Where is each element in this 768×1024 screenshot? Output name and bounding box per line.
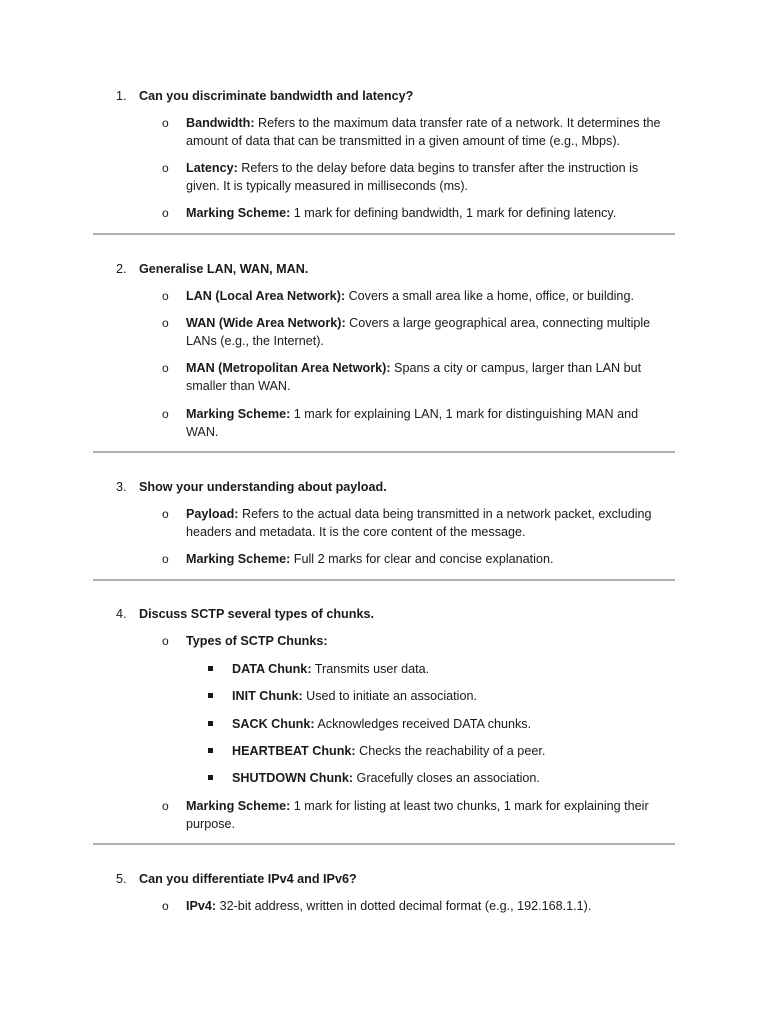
sub-list-item <box>208 742 668 760</box>
question-number: 1. <box>116 89 127 103</box>
square-bullet <box>208 775 213 780</box>
item-label: Bandwidth: <box>186 116 255 130</box>
item-label: Marking Scheme: <box>186 407 291 421</box>
item-label: HEARTBEAT Chunk: <box>232 744 356 758</box>
item-text: Refers to the maximum data transfer rate of a network. It determines the amount of data that can be transmitted in a given amount of time (e.g., Mbps). <box>186 116 661 148</box>
question-5-heading <box>116 870 357 888</box>
sub-list-item <box>208 769 668 787</box>
question-title: Can you differentiate IPv4 and IPv6? <box>139 872 357 886</box>
item-text: 1 mark for listing at least two chunks, 1 mark for explaining their purpose. <box>186 799 649 831</box>
question-3-heading <box>116 478 387 496</box>
square-bullet <box>208 748 213 753</box>
item-text: Covers a large geographical area, connecting multiple LANs (e.g., the Internet). <box>186 316 651 348</box>
item-label: Marking Scheme: <box>186 799 291 813</box>
square-bullet <box>208 693 213 698</box>
item-label: SHUTDOWN Chunk: <box>232 771 354 785</box>
section-divider <box>93 843 675 845</box>
bullet-marker: o <box>162 799 169 813</box>
question-4-heading <box>116 605 374 623</box>
bullet-marker: o <box>162 361 169 375</box>
item-text: Transmits user data. <box>311 662 430 676</box>
list-item <box>162 505 662 541</box>
question-number: 3. <box>116 480 127 494</box>
list-item <box>162 114 662 150</box>
item-text: Used to initiate an association. <box>302 689 477 703</box>
list-item <box>162 159 662 195</box>
item-label: Latency: <box>186 161 238 175</box>
list-item <box>162 897 662 915</box>
list-item <box>162 314 662 350</box>
item-text: Spans a city or campus, larger than LAN but smaller than WAN. <box>186 361 642 393</box>
section-divider <box>93 451 675 453</box>
item-text: Full 2 marks for clear and concise explanation. <box>290 552 554 566</box>
question-title: Discuss SCTP several types of chunks. <box>139 607 374 621</box>
list-item <box>162 204 662 222</box>
bullet-marker: o <box>162 507 169 521</box>
bullet-marker: o <box>162 289 169 303</box>
item-label: Marking Scheme: <box>186 206 291 220</box>
item-label: DATA Chunk: <box>232 662 312 676</box>
question-2-heading <box>116 260 308 278</box>
item-text: 1 mark for defining bandwidth, 1 mark for defining latency. <box>290 206 617 220</box>
question-number: 2. <box>116 262 127 276</box>
sub-list-item <box>208 715 668 733</box>
question-1-heading <box>116 87 413 105</box>
item-label: Types of SCTP Chunks: <box>186 634 328 648</box>
square-bullet <box>208 666 213 671</box>
sub-list-item <box>208 660 668 678</box>
list-item <box>162 287 662 305</box>
item-label: INIT Chunk: <box>232 689 303 703</box>
sub-list-item <box>208 687 668 705</box>
section-divider <box>93 579 675 581</box>
item-text: Checks the reachability of a peer. <box>355 744 546 758</box>
bullet-marker: o <box>162 634 169 648</box>
question-number: 4. <box>116 607 127 621</box>
item-label: WAN (Wide Area Network): <box>186 316 346 330</box>
item-text: Refers to the actual data being transmitted in a network packet, excluding headers and metadata. It is the core content of the message. <box>186 507 652 539</box>
list-item <box>162 550 662 568</box>
bullet-marker: o <box>162 206 169 220</box>
bullet-marker: o <box>162 161 169 175</box>
item-text: 1 mark for explaining LAN, 1 mark for distinguishing MAN and WAN. <box>186 407 639 439</box>
item-label: Payload: <box>186 507 239 521</box>
item-label: LAN (Local Area Network): <box>186 289 346 303</box>
question-title: Can you discriminate bandwidth and latency? <box>139 89 414 103</box>
item-label: MAN (Metropolitan Area Network): <box>186 361 391 375</box>
bullet-marker: o <box>162 407 169 421</box>
square-bullet <box>208 721 213 726</box>
item-text: Covers a small area like a home, office, or building. <box>345 289 634 303</box>
bullet-marker: o <box>162 899 169 913</box>
question-title: Show your understanding about payload. <box>139 480 387 494</box>
item-text: 32-bit address, written in dotted decimal format (e.g., 192.168.1.1). <box>216 899 592 913</box>
item-label: IPv4: <box>186 899 217 913</box>
item-text: Gracefully closes an association. <box>353 771 540 785</box>
item-label: SACK Chunk: <box>232 717 315 731</box>
bullet-marker: o <box>162 552 169 566</box>
section-divider <box>93 233 675 235</box>
question-number: 5. <box>116 872 127 886</box>
bullet-marker: o <box>162 316 169 330</box>
item-text: Refers to the delay before data begins to transfer after the instruction is given. It is typically measured in milliseconds (ms). <box>186 161 639 193</box>
list-item <box>162 797 662 833</box>
item-label: Marking Scheme: <box>186 552 291 566</box>
list-item <box>162 359 662 395</box>
list-item <box>162 632 662 650</box>
question-title: Generalise LAN, WAN, MAN. <box>139 262 309 276</box>
list-item <box>162 405 662 441</box>
bullet-marker: o <box>162 116 169 130</box>
item-text: Acknowledges received DATA chunks. <box>314 717 532 731</box>
